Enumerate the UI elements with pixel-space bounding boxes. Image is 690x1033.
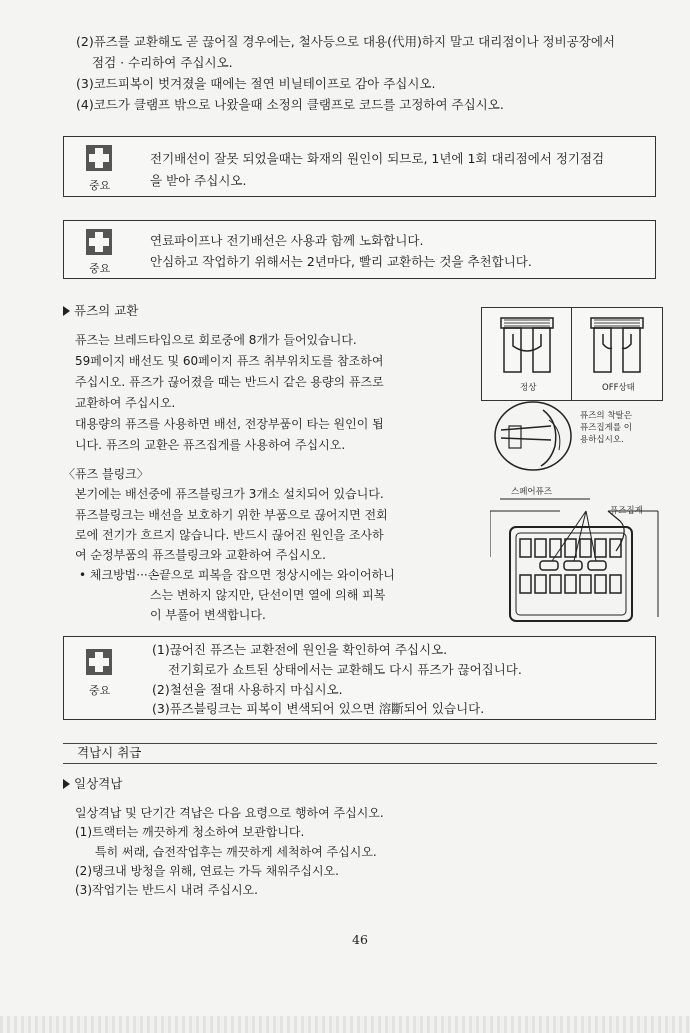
daily-line-3: 특히 써래, 습전작업후는 깨끗하게 세척하여 주십시오.	[95, 845, 377, 859]
fuse-line-3: 주십시오. 퓨즈가 끊어졌을 때는 반드시 같은 용량의 퓨즈로	[75, 375, 384, 389]
item-4: (4)코드가 클램프 밖으로 나왔을때 소정의 클램프로 코드를 고정하여 주십시오.	[76, 97, 504, 112]
important-label: 중요	[89, 179, 111, 192]
fuse-link-heading: 〈퓨즈 블링크〉	[63, 467, 149, 481]
fuse-line-6: 니다. 퓨즈의 교환은 퓨즈집게를 사용하여 주십시오.	[75, 438, 346, 452]
box3-line4: (3)퓨즈블링크는 피복이 변색되어 있으면 溶斷되어 있습니다.	[152, 701, 485, 716]
fuse-line-5: 대용량의 퓨즈를 사용하면 배선, 전장부품이 타는 원인이 됩	[75, 417, 384, 431]
important-box-1	[63, 136, 656, 197]
daily-line-1: 일상격납 및 단기간 격납은 다음 요령으로 행하여 주십시오.	[75, 806, 384, 820]
section-rule-bottom	[63, 763, 657, 764]
fuse-section-heading: 퓨즈의 교환	[63, 303, 138, 319]
fuse-tong-hand-icon	[493, 400, 575, 474]
daily-line-4: (2)탱크내 방청을 위해, 연료는 가득 채워주십시오.	[75, 864, 339, 878]
box3-line2: 전기회로가 쇼트된 상태에서는 교환해도 다시 퓨즈가 끊어집니다.	[168, 662, 522, 677]
box1-line1: 전기배선이 잘못 되었을때는 화재의 원인이 되므로, 1년에 1회 대리점에서 정기점검	[150, 151, 605, 166]
cross-icon	[86, 145, 112, 171]
fuse-box-icon	[490, 497, 660, 625]
label-off: OFF상태	[602, 383, 635, 393]
cross-icon	[86, 649, 112, 675]
daily-line-2: (1)트랙터는 깨끗하게 청소하여 보관합니다.	[75, 825, 305, 839]
item-2-line1: (2)퓨즈를 교환해도 곧 끊어질 경우에는, 철사등으로 대용(代用)하지 말고 대리점이나 정비공장에서	[76, 34, 615, 49]
fuse-link-check-3: 이 부풀어 변색합니다.	[150, 608, 266, 622]
tong-note-1: 퓨즈의 착탈은	[580, 411, 632, 421]
item-3: (3)코드피복이 벗겨졌을 때에는 절연 비닐테이프로 감아 주십시오.	[76, 76, 436, 91]
fuse-off-icon	[588, 316, 646, 378]
box2-line2: 안심하고 작업하기 위해서는 2년마다, 빨리 교환하는 것을 추천합니다.	[150, 254, 532, 269]
item-2-line2: 점검 · 수리하여 주십시오.	[92, 55, 233, 70]
important-box-3	[63, 636, 656, 720]
spare-fuse-label: 스페어퓨즈	[511, 487, 553, 497]
fuse-line-4: 교환하여 주십시오.	[75, 396, 176, 410]
fuse-link-check-1: • 체크방법···손끝으로 피복을 잡으면 정상시에는 와이어하니	[79, 568, 395, 582]
box3-line1: (1)끊어진 퓨즈는 교환전에 원인을 확인하여 주십시오.	[152, 642, 448, 657]
fuse-link-check-2: 스는 변하지 않지만, 단선이면 열에 의해 피복	[150, 588, 386, 602]
storage-title: 격납시 취급	[77, 745, 142, 760]
cross-icon	[86, 229, 112, 255]
box2-line1: 연료파이프나 전기배선은 사용과 함께 노화합니다.	[150, 233, 424, 248]
label-normal: 정상	[520, 383, 537, 393]
tong-note-2: 퓨즈집게를 이	[580, 423, 632, 433]
daily-line-5: (3)작업기는 반드시 내려 주십시오.	[75, 883, 258, 897]
fuse-link-line-3: 로에 전기가 흐르지 않습니다. 반드시 끊어진 원인을 조사하	[75, 528, 384, 542]
important-label: 중요	[89, 684, 111, 697]
fuse-tong-label: 퓨즈집게	[610, 506, 643, 516]
fuse-normal-icon	[498, 316, 556, 378]
fuse-state-figure	[481, 307, 663, 401]
box1-line2: 을 받아 주십시오.	[150, 173, 247, 188]
fuse-line-2: 59페이지 배선도 및 60페이지 퓨즈 취부위치도를 참조하여	[75, 354, 384, 368]
scan-edge	[0, 1016, 690, 1033]
fuse-link-line-4: 여 순정부품의 퓨즈블링크와 교환하여 주십시오.	[75, 548, 326, 562]
box3-line3: (2)철선을 절대 사용하지 마십시오.	[152, 682, 343, 697]
section-rule-top	[63, 743, 657, 744]
tong-note-3: 용하십시오.	[580, 435, 624, 445]
fuse-link-line-2: 퓨즈블링크는 배선을 보호하기 위한 부품으로 끊어지면 전회	[75, 508, 388, 522]
daily-heading: 일상격납	[63, 776, 122, 792]
page-number: 46	[352, 932, 368, 947]
important-label: 중요	[89, 262, 111, 275]
fuse-line-1: 퓨즈는 브레드타입으로 회로중에 8개가 들어있습니다.	[75, 333, 357, 347]
fuse-link-line-1: 본기에는 배선중에 퓨즈블링크가 3개소 설치되어 있습니다.	[75, 487, 384, 501]
important-box-2	[63, 220, 656, 279]
